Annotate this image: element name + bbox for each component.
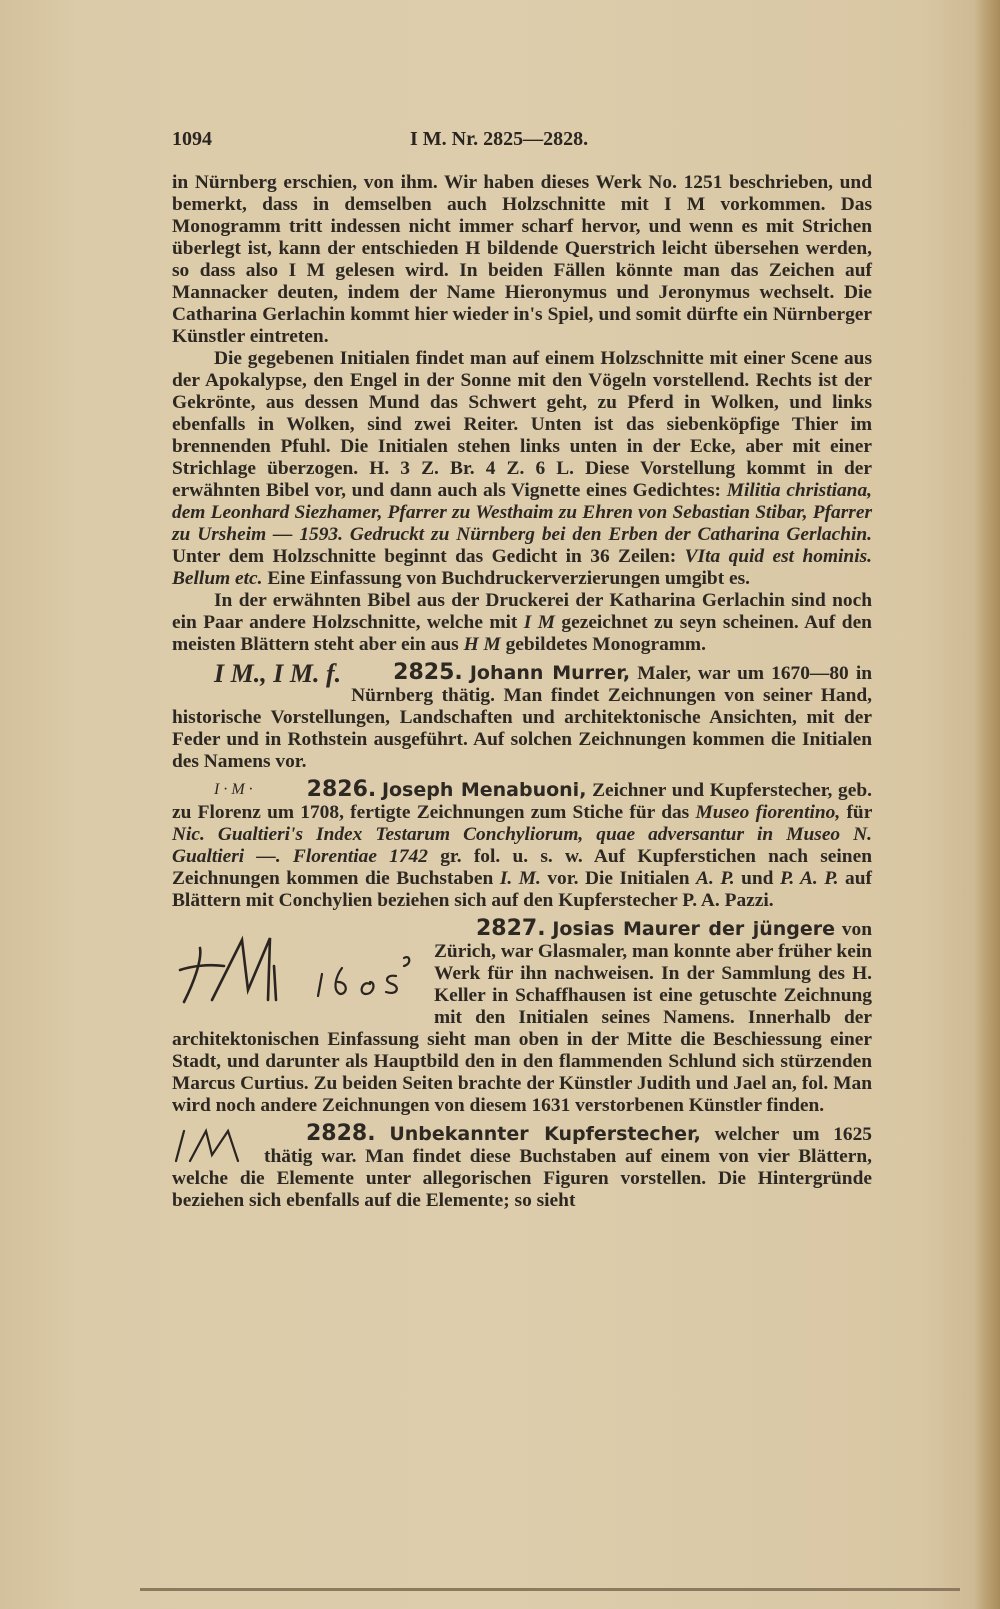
intro-3-text-b: gezeichnet zu seyn scheinen. Auf den meisten Blättern steht aber ein aus bbox=[172, 612, 872, 655]
entry-2827 bbox=[172, 918, 872, 1117]
entry-number: 2828. bbox=[306, 1121, 376, 1146]
entry-2826 bbox=[172, 779, 872, 912]
entry-text: welcher um 1625 thätig war. Man findet diese Buchstaben auf einem von vier Blättern, welche die Elemente unter allegorischen Figuren vorstellen. Die Hintergründe beziehen sich ebenfalls auf die Elemente; so sieht bbox=[172, 1124, 872, 1211]
letters-ap: A. P. bbox=[696, 868, 735, 889]
work-title-2: Nic. Gualtieri's Index Testarum Conchyliorum, quae adversantur in Museo N. Gualtieri —. Florentiae 1742 bbox=[172, 824, 872, 867]
page-edge-shadow bbox=[974, 0, 1000, 1609]
monogram-signature-im-1605 bbox=[172, 920, 422, 1016]
entry-2828 bbox=[172, 1123, 872, 1212]
body-text bbox=[172, 172, 872, 1212]
entry-text: Maler, war um 1670—80 in Nürnberg thätig. Man findet Zeichnungen von seiner Hand, historische Vorstellungen, Landschaften und architektonische Ansichten, mit der Feder und in Rothstein ausgeführt. Auf solchen Zeichnungen kommen die Initialen des Namens vor. bbox=[172, 663, 872, 772]
entry-number: 2825. bbox=[393, 660, 463, 685]
entry-text-c: gr. fol. u. s. w. Auf Kupferstichen nach seinen Zeichnungen kommen die Buchstaben bbox=[172, 846, 872, 889]
poem-title: Militia christiana, dem Leonhard Siezhamer, Pfarrer zu Westhaim zu Ehren von Sebastian Stibar, Pfarrer zu Ursheim — 1593. Gedruckt zu Nürnberg bei den Erben der Catharina Gerlachin. bbox=[172, 480, 872, 545]
paragraph-intro-1: in Nürnberg erschien, von ihm. Wir haben dieses Werk No. 1251 beschrieben, und bemerkt, dass in demselben auch Holzschnitte mit I M vorkommen. Das Monogramm tritt indessen nicht immer scharf hervor, und wenn es mit Strichen überlegt ist, kann der entschieden H bildende Querstrich leicht übersehen werden, so dass also I M gelesen wird. In beiden Fällen könnte man das Zeichen auf Mannacker deuten, indem der Name Hieronymus und Jeronymus wechselt. Die Catharina Gerlachin kommt hier wieder in's Spiel, und somit dürfte ein Nürnberger Künstler eintreten. bbox=[172, 172, 872, 347]
entry-text-d: vor. Die Initialen bbox=[547, 868, 690, 889]
artist-name: Unbekannter Kupferstecher, bbox=[389, 1123, 701, 1145]
intro-3-monogram-hm: H M bbox=[463, 634, 501, 655]
entry-text-a: Zeichner und Kupferstecher, geb. zu Florenz um 1708, fertigte Zeichnungen zum Stiche für das bbox=[172, 780, 872, 823]
letters-im: I. M. bbox=[499, 868, 541, 889]
monogram-im-2825: I M., I M. f. bbox=[214, 659, 342, 688]
entry-2825 bbox=[172, 659, 872, 773]
paragraph-intro-3 bbox=[172, 590, 872, 656]
intro-3-text-a: In der erwähnten Bibel aus der Druckerei der Katharina Gerlachin sind noch ein Paar andere Holzschnitte, welche mit bbox=[172, 590, 872, 633]
entry-text-e: und bbox=[741, 868, 774, 889]
monogram-im-2828 bbox=[166, 1125, 256, 1167]
entry-number: 2827. bbox=[476, 916, 546, 941]
page-number: 1094 bbox=[172, 128, 212, 150]
intro-2-text-b: Unter dem Holzschnitte beginnt das Gedicht in 36 Zeilen: bbox=[172, 546, 677, 567]
monogram-im-2826: I · M · bbox=[214, 781, 253, 798]
entry-text-f: auf Blättern mit Conchylien beziehen sich auf den Kupferstecher P. A. Pazzi. bbox=[172, 868, 872, 911]
artist-name: Joseph Menabuoni, bbox=[381, 779, 587, 801]
running-title: I M. Nr. 2825—2828. bbox=[410, 128, 589, 150]
page-header bbox=[172, 128, 872, 154]
entry-number: 2826. bbox=[306, 777, 377, 802]
intro-3-text-c: gebildetes Monogramm. bbox=[505, 634, 706, 655]
paragraph-intro-2 bbox=[172, 348, 872, 590]
artist-name: Johann Murrer, bbox=[469, 662, 631, 684]
poem-incipit: VIta quid est hominis. Bellum etc. bbox=[172, 546, 872, 589]
intro-3-monogram-im: I M bbox=[523, 612, 555, 633]
bottom-rule bbox=[140, 1588, 960, 1591]
entry-text-b: für bbox=[846, 802, 872, 823]
letters-pap: P. A. P. bbox=[779, 868, 839, 889]
intro-2-text-c: Eine Einfassung von Buchdruckerverzierungen umgibt es. bbox=[267, 568, 750, 589]
artist-name: Josias Maurer der jüngere bbox=[552, 918, 836, 940]
entry-text: von Zürich, war Glasmaler, man konnte aber früher kein Werk für ihn nachweisen. In der Sammlung des H. Keller in Schaffhausen ist eine getuschte Zeichnung mit den Initialen seines Namens. Innerhalb der architektonischen Einfassung sieht man oben in der Mitte die Beschiessung einer Stadt, und darunter als Hauptbild den in den flammenden Schlund sich stürzenden Marcus Curtius. Zu beiden Seiten brachte der Künstler Judith und Jael an, fol. Man wird noch andere Zeichnungen von diesem 1631 verstorbenen Künstler finden. bbox=[172, 919, 872, 1116]
intro-2-text-a: Die gegebenen Initialen findet man auf einem Holzschnitte mit einer Scene aus der Apokalypse, den Engel in der Sonne mit den Vögeln vorstellend. Rechts ist der Gekrönte, aus dessen Mund das Schwert geht, zu Pferd in Wolken, und links ebenfalls in Wolken, sind zwei Reiter. Unten ist das siebenköpfige Thier im brennenden Pfuhl. Die Initialen stehen links unten in der Ecke, aber mit einer Strichlage überzogen. H. 3 Z. Br. 4 Z. 6 L. Diese Vorstellung kommt in der erwähnten Bibel vor, und dann auch als Vignette eines Gedichtes: bbox=[172, 348, 872, 501]
work-title-1: Museo fiorentino, bbox=[695, 802, 841, 823]
